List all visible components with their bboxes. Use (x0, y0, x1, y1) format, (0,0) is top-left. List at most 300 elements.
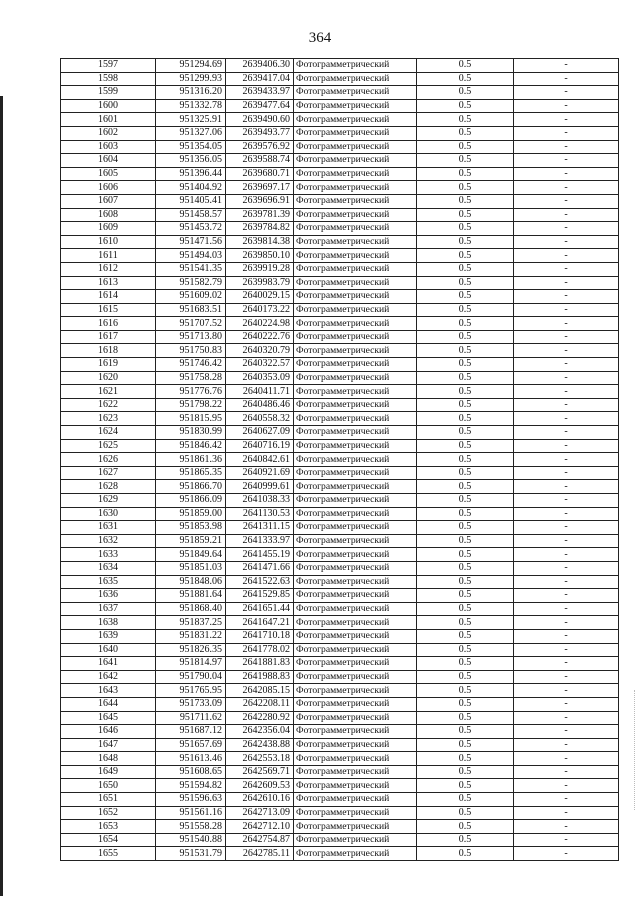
table-row (61, 290, 619, 304)
x-coordinate-cell: 951814.97 (156, 657, 226, 671)
y-coordinate-cell: 2640627.09 (226, 426, 294, 440)
y-coordinate-cell: 2640320.79 (226, 344, 294, 358)
x-coordinate-cell: 951765.95 (156, 684, 226, 698)
x-coordinate-cell: 951332.78 (156, 99, 226, 113)
accuracy-cell: 0.5 (417, 820, 514, 834)
accuracy-cell: 0.5 (417, 194, 514, 208)
note-cell: - (514, 534, 619, 548)
table-row (61, 140, 619, 154)
note-cell: - (514, 480, 619, 494)
method-cell: Фотограмметрический (294, 793, 417, 807)
y-coordinate-cell: 2642569.71 (226, 765, 294, 779)
method-cell: Фотограмметрический (294, 317, 417, 331)
note-cell: - (514, 833, 619, 847)
y-coordinate-cell: 2641529.85 (226, 589, 294, 603)
note-cell: - (514, 589, 619, 603)
x-coordinate-cell: 951494.03 (156, 249, 226, 263)
accuracy-cell: 0.5 (417, 833, 514, 847)
y-coordinate-cell: 2639850.10 (226, 249, 294, 263)
table-row (61, 711, 619, 725)
method-cell: Фотограмметрический (294, 697, 417, 711)
accuracy-cell: 0.5 (417, 752, 514, 766)
y-coordinate-cell: 2640353.09 (226, 371, 294, 385)
accuracy-cell: 0.5 (417, 793, 514, 807)
note-cell: - (514, 154, 619, 168)
accuracy-cell: 0.5 (417, 358, 514, 372)
point-number-cell: 1652 (61, 806, 156, 820)
method-cell: Фотограмметрический (294, 208, 417, 222)
y-coordinate-cell: 2639697.17 (226, 181, 294, 195)
method-cell: Фотограмметрический (294, 398, 417, 412)
accuracy-cell: 0.5 (417, 738, 514, 752)
y-coordinate-cell: 2641881.83 (226, 657, 294, 671)
point-number-cell: 1640 (61, 643, 156, 657)
note-cell: - (514, 494, 619, 508)
y-coordinate-cell: 2640411.71 (226, 385, 294, 399)
accuracy-cell: 0.5 (417, 59, 514, 73)
point-number-cell: 1639 (61, 629, 156, 643)
method-cell: Фотограмметрический (294, 833, 417, 847)
accuracy-cell: 0.5 (417, 439, 514, 453)
accuracy-cell: 0.5 (417, 779, 514, 793)
method-cell: Фотограмметрический (294, 222, 417, 236)
accuracy-cell: 0.5 (417, 426, 514, 440)
note-cell: - (514, 262, 619, 276)
note-cell: - (514, 752, 619, 766)
method-cell: Фотограмметрический (294, 235, 417, 249)
point-number-cell: 1618 (61, 344, 156, 358)
accuracy-cell: 0.5 (417, 140, 514, 154)
note-cell: - (514, 208, 619, 222)
accuracy-cell: 0.5 (417, 208, 514, 222)
method-cell: Фотограмметрический (294, 738, 417, 752)
point-number-cell: 1630 (61, 507, 156, 521)
y-coordinate-cell: 2641988.83 (226, 670, 294, 684)
x-coordinate-cell: 951316.20 (156, 86, 226, 100)
table-row (61, 806, 619, 820)
accuracy-cell: 0.5 (417, 575, 514, 589)
y-coordinate-cell: 2640999.61 (226, 480, 294, 494)
point-number-cell: 1622 (61, 398, 156, 412)
note-cell: - (514, 847, 619, 861)
note-cell: - (514, 453, 619, 467)
point-number-cell: 1646 (61, 725, 156, 739)
table-row (61, 194, 619, 208)
table-row (61, 59, 619, 73)
point-number-cell: 1602 (61, 126, 156, 140)
note-cell: - (514, 575, 619, 589)
x-coordinate-cell: 951868.40 (156, 602, 226, 616)
point-number-cell: 1632 (61, 534, 156, 548)
x-coordinate-cell: 951683.51 (156, 303, 226, 317)
method-cell: Фотограмметрический (294, 589, 417, 603)
x-coordinate-cell: 951541.35 (156, 262, 226, 276)
point-number-cell: 1634 (61, 561, 156, 575)
table-row (61, 684, 619, 698)
method-cell: Фотограмметрический (294, 344, 417, 358)
table-row (61, 833, 619, 847)
accuracy-cell: 0.5 (417, 629, 514, 643)
method-cell: Фотограмметрический (294, 426, 417, 440)
method-cell: Фотограмметрический (294, 602, 417, 616)
note-cell: - (514, 222, 619, 236)
method-cell: Фотограмметрический (294, 507, 417, 521)
method-cell: Фотограмметрический (294, 480, 417, 494)
table-row (61, 222, 619, 236)
note-cell: - (514, 167, 619, 181)
x-coordinate-cell: 951404.92 (156, 181, 226, 195)
y-coordinate-cell: 2639814.38 (226, 235, 294, 249)
x-coordinate-cell: 951657.69 (156, 738, 226, 752)
note-cell: - (514, 235, 619, 249)
x-coordinate-cell: 951354.05 (156, 140, 226, 154)
method-cell: Фотограмметрический (294, 303, 417, 317)
x-coordinate-cell: 951798.22 (156, 398, 226, 412)
x-coordinate-cell: 951356.05 (156, 154, 226, 168)
y-coordinate-cell: 2640173.22 (226, 303, 294, 317)
method-cell: Фотограмметрический (294, 99, 417, 113)
point-number-cell: 1645 (61, 711, 156, 725)
x-coordinate-cell: 951713.80 (156, 330, 226, 344)
y-coordinate-cell: 2642208.11 (226, 697, 294, 711)
point-number-cell: 1605 (61, 167, 156, 181)
accuracy-cell: 0.5 (417, 385, 514, 399)
table-row (61, 99, 619, 113)
coordinates-table (60, 58, 619, 861)
note-cell: - (514, 181, 619, 195)
method-cell: Фотограмметрический (294, 167, 417, 181)
x-coordinate-cell: 951848.06 (156, 575, 226, 589)
x-coordinate-cell: 951396.44 (156, 167, 226, 181)
method-cell: Фотограмметрический (294, 711, 417, 725)
table-row (61, 453, 619, 467)
table-row (61, 521, 619, 535)
x-coordinate-cell: 951299.93 (156, 72, 226, 86)
accuracy-cell: 0.5 (417, 725, 514, 739)
note-cell: - (514, 398, 619, 412)
y-coordinate-cell: 2640558.32 (226, 412, 294, 426)
accuracy-cell: 0.5 (417, 657, 514, 671)
table-row (61, 697, 619, 711)
accuracy-cell: 0.5 (417, 847, 514, 861)
table-row (61, 466, 619, 480)
x-coordinate-cell: 951849.64 (156, 548, 226, 562)
table-row (61, 426, 619, 440)
x-coordinate-cell: 951831.22 (156, 629, 226, 643)
point-number-cell: 1636 (61, 589, 156, 603)
point-number-cell: 1600 (61, 99, 156, 113)
accuracy-cell: 0.5 (417, 317, 514, 331)
table-row (61, 847, 619, 861)
point-number-cell: 1647 (61, 738, 156, 752)
point-number-cell: 1650 (61, 779, 156, 793)
x-coordinate-cell: 951733.09 (156, 697, 226, 711)
table-row (61, 494, 619, 508)
accuracy-cell: 0.5 (417, 126, 514, 140)
y-coordinate-cell: 2641455.19 (226, 548, 294, 562)
right-margin-dots (634, 690, 636, 810)
note-cell: - (514, 684, 619, 698)
x-coordinate-cell: 951687.12 (156, 725, 226, 739)
accuracy-cell: 0.5 (417, 684, 514, 698)
x-coordinate-cell: 951711.62 (156, 711, 226, 725)
x-coordinate-cell: 951453.72 (156, 222, 226, 236)
point-number-cell: 1597 (61, 59, 156, 73)
table-row (61, 670, 619, 684)
method-cell: Фотограмметрический (294, 59, 417, 73)
table-row (61, 167, 619, 181)
method-cell: Фотограмметрический (294, 385, 417, 399)
y-coordinate-cell: 2640921.69 (226, 466, 294, 480)
x-coordinate-cell: 951853.98 (156, 521, 226, 535)
y-coordinate-cell: 2642085.15 (226, 684, 294, 698)
accuracy-cell: 0.5 (417, 235, 514, 249)
x-coordinate-cell: 951558.28 (156, 820, 226, 834)
point-number-cell: 1653 (61, 820, 156, 834)
note-cell: - (514, 249, 619, 263)
x-coordinate-cell: 951851.03 (156, 561, 226, 575)
method-cell: Фотограмметрический (294, 575, 417, 589)
table-row (61, 72, 619, 86)
method-cell: Фотограмметрический (294, 494, 417, 508)
point-number-cell: 1598 (61, 72, 156, 86)
method-cell: Фотограмметрический (294, 752, 417, 766)
note-cell: - (514, 657, 619, 671)
method-cell: Фотограмметрический (294, 412, 417, 426)
x-coordinate-cell: 951613.46 (156, 752, 226, 766)
point-number-cell: 1610 (61, 235, 156, 249)
x-coordinate-cell: 951327.06 (156, 126, 226, 140)
x-coordinate-cell: 951609.02 (156, 290, 226, 304)
method-cell: Фотограмметрический (294, 276, 417, 290)
x-coordinate-cell: 951561.16 (156, 806, 226, 820)
point-number-cell: 1608 (61, 208, 156, 222)
y-coordinate-cell: 2641038.33 (226, 494, 294, 508)
method-cell: Фотограмметрический (294, 453, 417, 467)
point-number-cell: 1603 (61, 140, 156, 154)
note-cell: - (514, 126, 619, 140)
accuracy-cell: 0.5 (417, 249, 514, 263)
point-number-cell: 1599 (61, 86, 156, 100)
table-row (61, 330, 619, 344)
method-cell: Фотограмметрический (294, 371, 417, 385)
point-number-cell: 1621 (61, 385, 156, 399)
table-row (61, 385, 619, 399)
note-cell: - (514, 629, 619, 643)
note-cell: - (514, 276, 619, 290)
table-row (61, 113, 619, 127)
table-row (61, 480, 619, 494)
method-cell: Фотограмметрический (294, 534, 417, 548)
point-number-cell: 1628 (61, 480, 156, 494)
point-number-cell: 1654 (61, 833, 156, 847)
method-cell: Фотограмметрический (294, 806, 417, 820)
note-cell: - (514, 72, 619, 86)
x-coordinate-cell: 951861.36 (156, 453, 226, 467)
y-coordinate-cell: 2641311.15 (226, 521, 294, 535)
method-cell: Фотограмметрический (294, 126, 417, 140)
method-cell: Фотограмметрический (294, 249, 417, 263)
point-number-cell: 1613 (61, 276, 156, 290)
y-coordinate-cell: 2639919.28 (226, 262, 294, 276)
accuracy-cell: 0.5 (417, 561, 514, 575)
table-row (61, 276, 619, 290)
note-cell: - (514, 99, 619, 113)
note-cell: - (514, 140, 619, 154)
y-coordinate-cell: 2639696.91 (226, 194, 294, 208)
x-coordinate-cell: 951815.95 (156, 412, 226, 426)
y-coordinate-cell: 2641647.21 (226, 616, 294, 630)
table-row (61, 793, 619, 807)
table-row (61, 412, 619, 426)
x-coordinate-cell: 951471.56 (156, 235, 226, 249)
y-coordinate-cell: 2639680.71 (226, 167, 294, 181)
x-coordinate-cell: 951776.76 (156, 385, 226, 399)
y-coordinate-cell: 2641522.63 (226, 575, 294, 589)
note-cell: - (514, 738, 619, 752)
note-cell: - (514, 643, 619, 657)
method-cell: Фотограмметрический (294, 358, 417, 372)
accuracy-cell: 0.5 (417, 222, 514, 236)
point-number-cell: 1643 (61, 684, 156, 698)
point-number-cell: 1644 (61, 697, 156, 711)
table-row (61, 779, 619, 793)
note-cell: - (514, 779, 619, 793)
y-coordinate-cell: 2640842.61 (226, 453, 294, 467)
method-cell: Фотограмметрический (294, 548, 417, 562)
accuracy-cell: 0.5 (417, 806, 514, 820)
accuracy-cell: 0.5 (417, 643, 514, 657)
x-coordinate-cell: 951294.69 (156, 59, 226, 73)
note-cell: - (514, 561, 619, 575)
note-cell: - (514, 670, 619, 684)
table-row (61, 534, 619, 548)
accuracy-cell: 0.5 (417, 602, 514, 616)
point-number-cell: 1649 (61, 765, 156, 779)
note-cell: - (514, 697, 619, 711)
x-coordinate-cell: 951881.64 (156, 589, 226, 603)
y-coordinate-cell: 2639784.82 (226, 222, 294, 236)
y-coordinate-cell: 2641651.44 (226, 602, 294, 616)
note-cell: - (514, 86, 619, 100)
note-cell: - (514, 426, 619, 440)
y-coordinate-cell: 2640486.46 (226, 398, 294, 412)
y-coordinate-cell: 2641471.66 (226, 561, 294, 575)
note-cell: - (514, 711, 619, 725)
y-coordinate-cell: 2639588.74 (226, 154, 294, 168)
x-coordinate-cell: 951826.35 (156, 643, 226, 657)
note-cell: - (514, 59, 619, 73)
table-row (61, 181, 619, 195)
accuracy-cell: 0.5 (417, 534, 514, 548)
note-cell: - (514, 317, 619, 331)
accuracy-cell: 0.5 (417, 181, 514, 195)
table-row (61, 235, 619, 249)
y-coordinate-cell: 2640029.15 (226, 290, 294, 304)
x-coordinate-cell: 951594.82 (156, 779, 226, 793)
point-number-cell: 1648 (61, 752, 156, 766)
table-row (61, 208, 619, 222)
table-row (61, 752, 619, 766)
point-number-cell: 1642 (61, 670, 156, 684)
table-row (61, 154, 619, 168)
method-cell: Фотограмметрический (294, 847, 417, 861)
accuracy-cell: 0.5 (417, 99, 514, 113)
method-cell: Фотограмметрический (294, 779, 417, 793)
accuracy-cell: 0.5 (417, 765, 514, 779)
y-coordinate-cell: 2642712.10 (226, 820, 294, 834)
point-number-cell: 1609 (61, 222, 156, 236)
point-number-cell: 1629 (61, 494, 156, 508)
note-cell: - (514, 439, 619, 453)
accuracy-cell: 0.5 (417, 86, 514, 100)
note-cell: - (514, 303, 619, 317)
y-coordinate-cell: 2640222.76 (226, 330, 294, 344)
accuracy-cell: 0.5 (417, 167, 514, 181)
table-row (61, 398, 619, 412)
method-cell: Фотограмметрический (294, 725, 417, 739)
y-coordinate-cell: 2639477.64 (226, 99, 294, 113)
method-cell: Фотограмметрический (294, 616, 417, 630)
x-coordinate-cell: 951758.28 (156, 371, 226, 385)
accuracy-cell: 0.5 (417, 507, 514, 521)
point-number-cell: 1601 (61, 113, 156, 127)
note-cell: - (514, 290, 619, 304)
x-coordinate-cell: 951405.41 (156, 194, 226, 208)
y-coordinate-cell: 2642356.04 (226, 725, 294, 739)
note-cell: - (514, 521, 619, 535)
y-coordinate-cell: 2642553.18 (226, 752, 294, 766)
note-cell: - (514, 616, 619, 630)
note-cell: - (514, 330, 619, 344)
y-coordinate-cell: 2639983.79 (226, 276, 294, 290)
x-coordinate-cell: 951859.21 (156, 534, 226, 548)
accuracy-cell: 0.5 (417, 589, 514, 603)
table-row (61, 589, 619, 603)
method-cell: Фотограмметрический (294, 466, 417, 480)
accuracy-cell: 0.5 (417, 113, 514, 127)
method-cell: Фотограмметрический (294, 657, 417, 671)
accuracy-cell: 0.5 (417, 290, 514, 304)
point-number-cell: 1627 (61, 466, 156, 480)
accuracy-cell: 0.5 (417, 480, 514, 494)
table-row (61, 561, 619, 575)
method-cell: Фотограмметрический (294, 684, 417, 698)
table-row (61, 725, 619, 739)
note-cell: - (514, 113, 619, 127)
y-coordinate-cell: 2639781.39 (226, 208, 294, 222)
accuracy-cell: 0.5 (417, 371, 514, 385)
method-cell: Фотограмметрический (294, 629, 417, 643)
x-coordinate-cell: 951608.65 (156, 765, 226, 779)
x-coordinate-cell: 951582.79 (156, 276, 226, 290)
point-number-cell: 1619 (61, 358, 156, 372)
method-cell: Фотограмметрический (294, 561, 417, 575)
method-cell: Фотограмметрический (294, 643, 417, 657)
x-coordinate-cell: 951859.00 (156, 507, 226, 521)
point-number-cell: 1635 (61, 575, 156, 589)
table-row (61, 602, 619, 616)
point-number-cell: 1638 (61, 616, 156, 630)
method-cell: Фотограмметрический (294, 330, 417, 344)
point-number-cell: 1625 (61, 439, 156, 453)
accuracy-cell: 0.5 (417, 398, 514, 412)
method-cell: Фотограмметрический (294, 181, 417, 195)
point-number-cell: 1611 (61, 249, 156, 263)
accuracy-cell: 0.5 (417, 697, 514, 711)
method-cell: Фотограмметрический (294, 72, 417, 86)
table-row (61, 344, 619, 358)
